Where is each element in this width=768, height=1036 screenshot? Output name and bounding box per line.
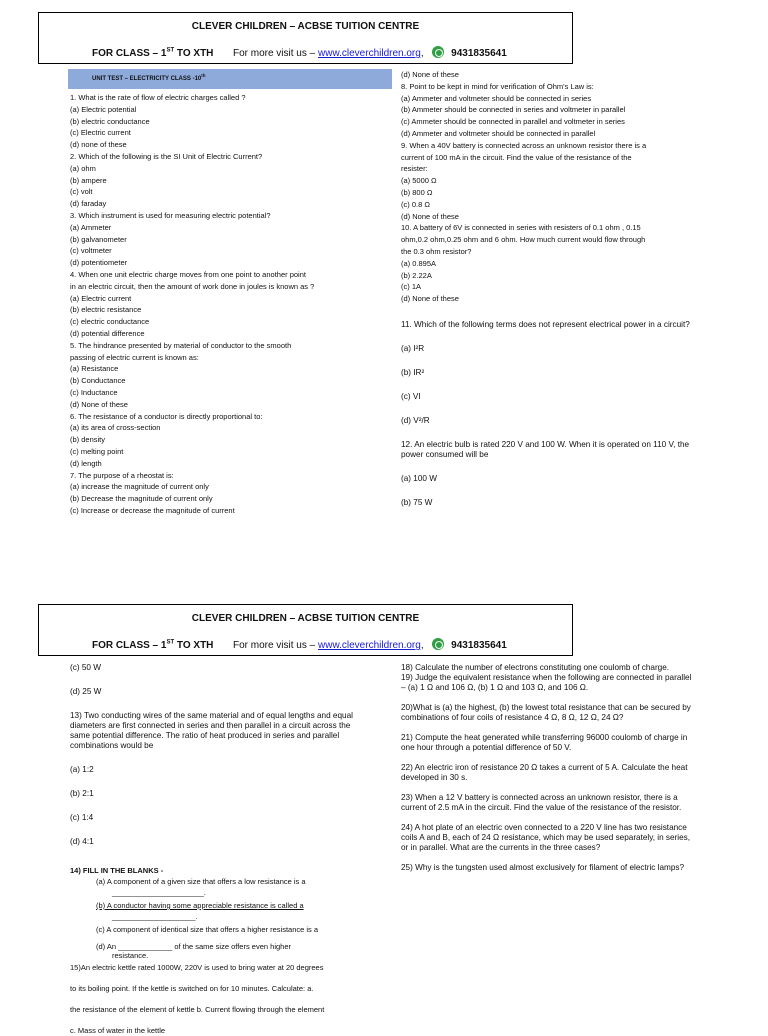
list-item: (a) 0.895A — [401, 258, 437, 268]
list-item: passing of electric current is known as: — [70, 352, 199, 362]
list-item: 1. What is the rate of flow of electric charges called ? — [70, 93, 246, 102]
page1-right-column — [401, 69, 646, 305]
list-item: (a) its area of cross-section — [70, 423, 161, 433]
for-class-mid: TO XTH — [174, 48, 214, 59]
fib-item: ______________________. — [112, 888, 206, 897]
list-item: 7. The purpose of a rheostat is: — [70, 470, 174, 480]
fill-in-the-blanks — [70, 865, 370, 1036]
list-item: (d) Ammeter and voltmeter should be connected in parallel — [401, 128, 596, 138]
option-b: (b) IR² — [401, 368, 425, 377]
list-item: (a) Electric potential — [70, 104, 137, 114]
question-19: 19) Judge the equivalent resistance when the following are connected in parallel – (a) 1 Ω and 106 Ω, (b) 1 Ω and 103 Ω, and 106 Ω. — [401, 673, 692, 692]
fib-heading: 14) FILL IN THE BLANKS - — [70, 866, 164, 875]
fib-item: (d) An _____________ of the same size offers even higher — [96, 942, 291, 951]
list-item: (d) None of these — [70, 399, 128, 409]
list-item: 8. Point to be kept in mind for verification of Ohm's Law is: — [401, 81, 594, 91]
list-item: 6. The resistance of a conductor is directly proportional to: — [70, 411, 263, 421]
list-item: (d) none of these — [70, 140, 127, 150]
question-11: 11. Which of the following terms does not represent electrical power in a circuit? — [401, 320, 690, 329]
for-class-sup: ST — [166, 639, 175, 646]
visit-text: For more visit us – — [232, 48, 316, 59]
list-item: (b) electric conductance — [70, 116, 150, 126]
list-item: (c) 0.8 Ω — [401, 199, 430, 209]
list-item: 10. A battery of 6V is connected in series with resisters of 0.1 ohm , 0.15 — [401, 223, 641, 233]
list-item: (a) 5000 Ω — [401, 176, 437, 186]
for-class-prefix: FOR CLASS – 1 — [92, 48, 167, 59]
list-item: 5. The hindrance presented by material of conductor to the smooth — [70, 340, 292, 350]
list-item: (d) length — [70, 458, 102, 468]
phone-number: 9431835641 — [451, 640, 507, 651]
question-12: 12. An electric bulb is rated 220 V and 100 W. When it is operated on 110 V, the power consumed will be — [401, 440, 690, 459]
list-item: current of 100 mA in the circuit. Find the value of the resistance of the — [401, 152, 632, 162]
list-item: (c) electric conductance — [70, 317, 150, 327]
list-item: (c) melting point — [70, 446, 124, 456]
option-b: (b) 75 W — [401, 498, 433, 507]
list-item: (d) potential difference — [70, 328, 145, 338]
list-item: (b) galvanometer — [70, 234, 127, 244]
list-item: (a) ohm — [70, 163, 96, 173]
list-item: (b) 2.22A — [401, 270, 432, 280]
question-15-line: c. Mass of water in the kettle — [70, 1026, 166, 1035]
list-item: (c) Electric current — [70, 128, 131, 138]
fib-item: resistance. — [112, 951, 149, 960]
list-item: (b) density — [70, 435, 106, 445]
page2-header — [38, 604, 573, 656]
question-24: 24) A hot plate of an electric oven connected to a 220 V line has two resistance coils A and B, each of 24 Ω resistance, which may be used separately, in series, or in parallel. What are the currents in the three cases? — [401, 823, 691, 852]
question-13: 13) Two conducting wires of the same material and of equal lengths and equal diameters are first connected in series and then parallel in a circuit across the same potential difference. The ratio of heat produced in series and parallel combinations would be — [70, 711, 353, 750]
page1-header — [38, 12, 573, 64]
header-title: CLEVER CHILDREN – ACBSE TUITION CENTRE — [191, 613, 420, 624]
list-item: (a) Resistance — [70, 364, 119, 374]
question-20: 20)What is (a) the highest, (b) the lowest total resistance that can be secured by combinations of four coils of resistance 4 Ω, 8 Ω, 12 Ω, 24 Ω? — [401, 703, 691, 722]
option-c: (c) 50 W — [70, 663, 101, 672]
option-b: (b) 2:1 — [70, 789, 94, 798]
question-15-line: the resistance of the element of kettle b. Current flowing through the element — [70, 1005, 325, 1014]
visit-text: For more visit us – — [232, 640, 316, 651]
question-22: 22) An electric iron of resistance 20 Ω takes a current of 5 A. Calculate the heat developed in 30 s. — [401, 763, 688, 782]
list-item: (d) None of these — [401, 211, 459, 221]
list-item: (b) Ammeter should be connected in series and voltmeter in parallel — [401, 105, 626, 115]
list-item: 3. Which instrument is used for measuring electric potential? — [70, 210, 271, 220]
question-15: 15)An electric kettle rated 1000W, 220V is used to bring water at 20 degrees — [70, 963, 324, 972]
unit-test-banner — [68, 69, 392, 89]
list-item: (d) potentiometer — [70, 258, 128, 268]
question-18: 18) Calculate the number of electrons constituting one coulomb of charge. — [401, 663, 670, 672]
list-item: (b) electric resistance — [70, 305, 142, 315]
fib-item: (c) A component of identical size that offers a higher resistance is a — [96, 925, 319, 934]
list-item: (c) voltmeter — [70, 246, 112, 256]
phone-number: 9431835641 — [451, 48, 507, 59]
comma: , — [420, 640, 424, 651]
for-class-prefix: FOR CLASS – 1 — [92, 640, 167, 651]
question-15-line: to its boiling point. If the kettle is switched on for 10 minutes. Calculate: a. — [70, 984, 314, 993]
list-item: (c) 1A — [401, 282, 422, 292]
list-item: (a) Ammeter — [70, 222, 112, 232]
option-d: (d) V²/R — [401, 416, 430, 425]
list-item: (b) Conductance — [70, 376, 126, 386]
option-d: (d) 4:1 — [70, 837, 94, 846]
list-item: (b) ampere — [70, 175, 107, 185]
whatsapp-icon — [432, 46, 444, 58]
list-item: (a) increase the magnitude of current only — [70, 482, 209, 492]
list-item: (c) Increase or decrease the magnitude of current — [70, 505, 235, 515]
header-subline — [92, 46, 507, 59]
page1-left-column — [70, 92, 314, 517]
banner-sup: th — [201, 73, 206, 78]
list-item: the 0.3 ohm resistor? — [401, 246, 472, 256]
website-link[interactable]: www.cleverchildren.org — [318, 640, 421, 651]
option-c: (c) 1:4 — [70, 813, 94, 822]
option-a: (a) I²R — [401, 344, 425, 353]
page2-right-column — [401, 663, 697, 873]
list-item: 9. When a 40V battery is connected across an unknown resistor there is a — [401, 140, 647, 150]
for-class-sup: ST — [166, 47, 175, 54]
question-21: 21) Compute the heat generated while transferring 96000 coulomb of charge in one hour through a potential difference of 50 V. — [401, 733, 688, 752]
header-title: CLEVER CHILDREN – ACBSE TUITION CENTRE — [191, 21, 420, 32]
for-class-mid: TO XTH — [174, 640, 214, 651]
list-item: (d) None of these — [401, 70, 459, 79]
list-item: (c) volt — [70, 187, 93, 197]
list-item: ohm,0.2 ohm,0.25 ohm and 6 ohm. How much current would flow through — [401, 235, 646, 245]
list-item: 4. When one unit electric charge moves from one point to another point — [70, 269, 306, 279]
banner-text: UNIT TEST – ELECTRICITY CLASS -10 — [92, 76, 202, 82]
list-item: 2. Which of the following is the SI Unit of Electric Current? — [70, 151, 263, 161]
list-item: (a) Ammeter and voltmeter should be connected in series — [401, 93, 592, 103]
list-item: in an electric circuit, then the amount of work done in joules is known as ? — [70, 281, 315, 291]
header-subline — [92, 638, 507, 651]
list-item: (c) Ammeter should be connected in parallel and voltmeter in series — [401, 117, 625, 127]
option-d: (d) 25 W — [70, 687, 102, 696]
question-23: 23) When a 12 V battery is connected across an unknown resistor, there is a current of 2.5 mA in the circuit. Find the value of the resistance of the resistor. — [401, 793, 682, 812]
option-c: (c) VI — [401, 392, 421, 401]
list-item: (c) Inductance — [70, 387, 118, 397]
fib-item: (a) A component of a given size that offers a low resistance is a — [96, 877, 306, 886]
whatsapp-icon — [432, 638, 444, 650]
list-item: (a) Electric current — [70, 293, 132, 303]
option-a: (a) 100 W — [401, 474, 437, 483]
list-item: (d) faraday — [70, 199, 107, 209]
list-item: (b) Decrease the magnitude of current only — [70, 494, 213, 504]
page1-right-questions — [401, 320, 701, 508]
fib-item: ____________________. — [112, 912, 198, 921]
list-item: (b) 800 Ω — [401, 187, 433, 197]
page2-left-column — [70, 663, 366, 847]
list-item: (d) None of these — [401, 294, 459, 304]
question-25: 25) Why is the tungsten used almost exclusively for filament of electric lamps? — [401, 863, 685, 872]
option-a: (a) 1:2 — [70, 765, 94, 774]
comma: , — [420, 48, 424, 59]
fib-item: (b) A conductor having some appreciable resistance is called a — [96, 901, 304, 910]
website-link[interactable]: www.cleverchildren.org — [318, 48, 421, 59]
list-item: resister: — [401, 164, 428, 174]
